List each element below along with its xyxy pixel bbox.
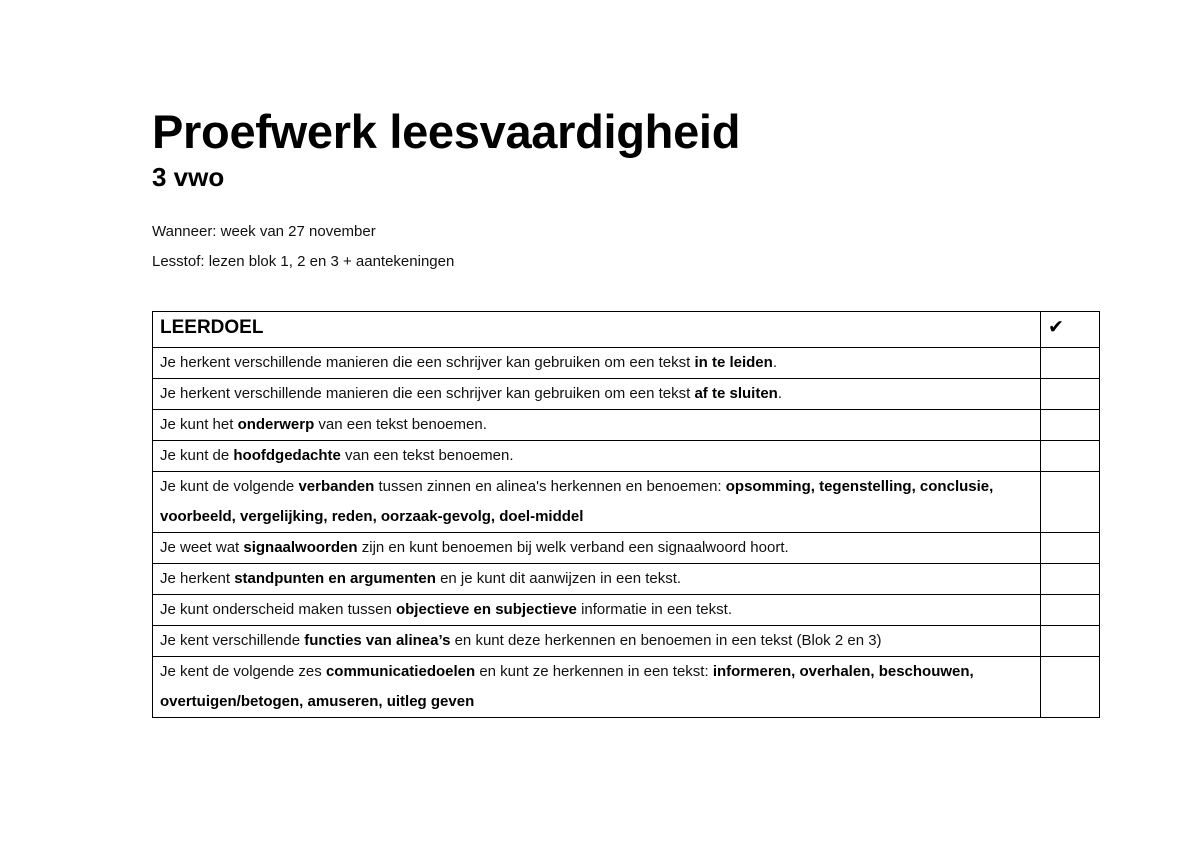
- check-cell[interactable]: [1041, 348, 1100, 379]
- page-title: Proefwerk leesvaardigheid: [152, 105, 741, 158]
- goal-text: Je weet wat signaalwoorden zijn en kunt benoemen bij welk verband een signaalwoord hoort.: [153, 533, 1041, 564]
- table-row: [153, 348, 1100, 379]
- test-date: Wanneer: week van 27 november: [152, 223, 376, 240]
- check-cell[interactable]: [1041, 657, 1100, 718]
- table-row: [153, 657, 1100, 718]
- table-header-row: [153, 312, 1100, 348]
- goal-text: Je kunt de hoofdgedachte van een tekst benoemen.: [153, 441, 1041, 472]
- table-row: [153, 533, 1100, 564]
- goal-text: Je kunt het onderwerp van een tekst benoemen.: [153, 410, 1041, 441]
- goal-text: Je kent verschillende functies van alinea’s en kunt deze herkennen en benoemen in een tekst (Blok 2 en 3): [153, 626, 1041, 657]
- goal-text: Je herkent standpunten en argumenten en je kunt dit aanwijzen in een tekst.: [153, 564, 1041, 595]
- table-row: [153, 595, 1100, 626]
- test-material: Lesstof: lezen blok 1, 2 en 3 + aantekeningen: [152, 253, 455, 270]
- table-row: [153, 379, 1100, 410]
- check-cell[interactable]: [1041, 410, 1100, 441]
- check-cell[interactable]: [1041, 595, 1100, 626]
- check-cell[interactable]: [1041, 626, 1100, 657]
- goal-text: Je herkent verschillende manieren die een schrijver kan gebruiken om een tekst in te leiden.: [153, 348, 1041, 379]
- goal-text: Je kunt onderscheid maken tussen objectieve en subjectieve informatie in een tekst.: [153, 595, 1041, 626]
- check-cell[interactable]: [1041, 472, 1100, 533]
- check-cell[interactable]: [1041, 441, 1100, 472]
- table-row: [153, 410, 1100, 441]
- column-header-leerdoel: LEERDOEL: [153, 312, 1041, 348]
- goal-text: Je herkent verschillende manieren die een schrijver kan gebruiken om een tekst af te sluiten.: [153, 379, 1041, 410]
- goal-text: Je kent de volgende zes communicatiedoelen en kunt ze herkennen in een tekst: informeren, overhalen, beschouwen, overtuigen/betogen, amuseren, uitleg geven: [153, 657, 1041, 718]
- class-level: 3 vwo: [152, 162, 225, 192]
- goal-text: Je kunt de volgende verbanden tussen zinnen en alinea's herkennen en benoemen: opsomming, tegenstelling, conclusie, voorbeeld, vergelijking, reden, oorzaak-gevolg, doel-middel: [153, 472, 1041, 533]
- check-cell[interactable]: [1041, 533, 1100, 564]
- table-row: [153, 472, 1100, 533]
- learning-goals-table: [152, 311, 1100, 718]
- table-row: [153, 441, 1100, 472]
- table-row: [153, 564, 1100, 595]
- check-cell[interactable]: [1041, 564, 1100, 595]
- checkmark-icon: ✔: [1041, 312, 1100, 348]
- check-cell[interactable]: [1041, 379, 1100, 410]
- table-row: [153, 626, 1100, 657]
